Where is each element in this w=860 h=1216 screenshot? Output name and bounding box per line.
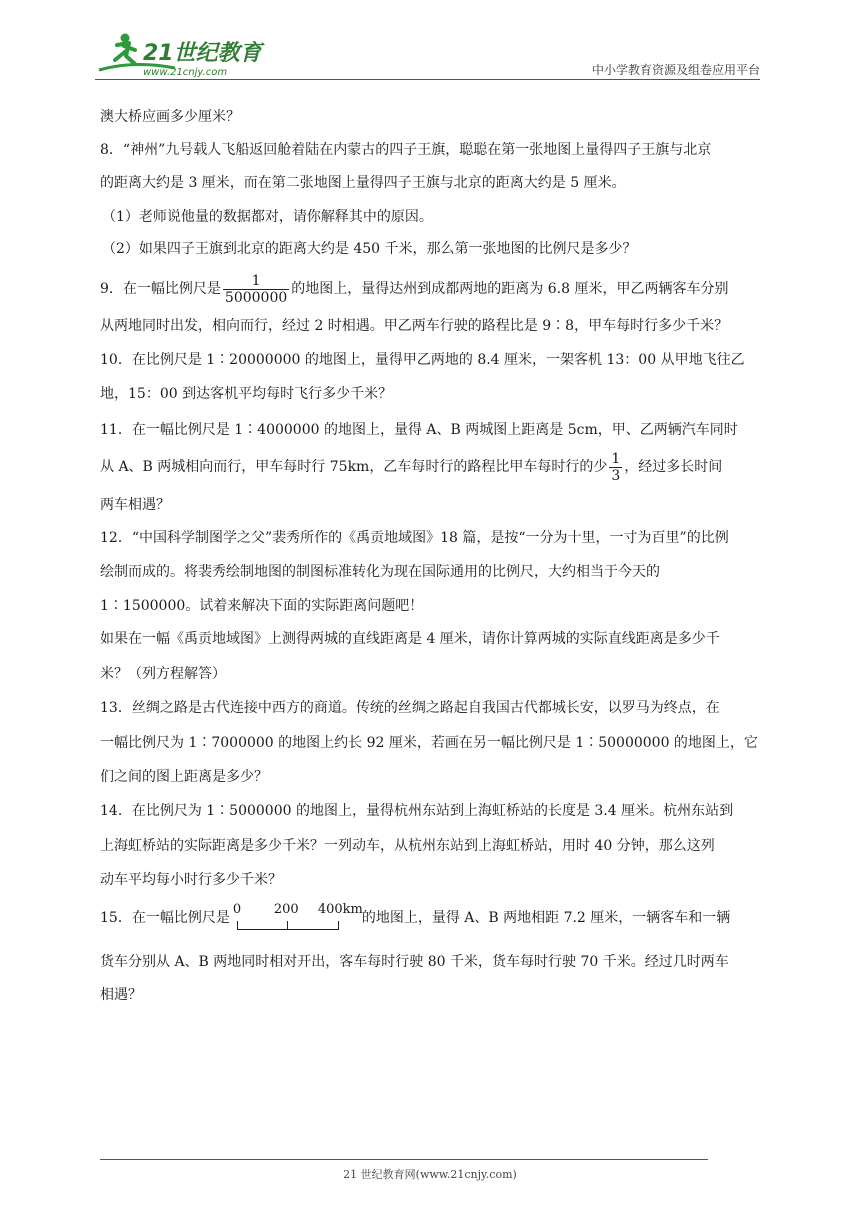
question-8-line: 的距离大约是 3 厘米，而在第二张地图上量得四子王旗与北京的距离大约是 5 厘米。 — [100, 175, 626, 191]
scale-bar-line — [237, 921, 339, 930]
question-9-text: 9．在一幅比例尺是 — [100, 281, 221, 297]
fraction-denominator: 3 — [611, 467, 621, 484]
question-9-line — [100, 272, 728, 306]
question-14-line: 动车平均每小时行多少千米？ — [100, 872, 282, 888]
question-12-line: 12．“中国科学制图学之父”裴秀所作的《禹贡地域图》18 篇，是按“一分为十里，一寸为百里”的比例 — [100, 530, 729, 546]
question-14-line: 上海虹桥站的实际距离是多少千米？一列动车，从杭州东站到上海虹桥站，用时 40 分钟，那么这列 — [100, 838, 715, 854]
footer-text: 21 世纪教育网(www.21cnjy.com) — [343, 1168, 517, 1181]
one-third-fraction — [609, 451, 622, 484]
question-15-line: 货车分别从 A、B 两地同时相对开出，客车每时行驶 80 千米，货车每时行驶 70 千米。经过几时两车 — [100, 954, 729, 970]
question-8-part-2: （2）如果四子王旗到北京的距离大约是 450 千米，那么第一张地图的比例尺是多少？ — [102, 241, 637, 257]
svg-text:21世纪教育: 21世纪教育 — [143, 41, 262, 66]
question-9-line: 从两地同时出发，相向而行，经过 2 时相遇。甲乙两车行驶的路程比是 9∶8，甲车每时行多少千米？ — [100, 318, 729, 334]
fraction-denominator: 5000000 — [224, 289, 288, 306]
question-11-line: 两车相遇？ — [100, 497, 170, 513]
footer-divider — [100, 1159, 708, 1160]
question-11-text: 从 A、B 两城相向而行，甲车每时行 75km，乙车每时行的路程比甲车每时行的少 — [100, 459, 608, 475]
fraction-numerator: 1 — [223, 273, 289, 290]
question-8-line: 8．“神州”九号载人飞船返回舱着陆在内蒙古的四子王旗，聪聪在第一张地图上量得四子王旗与北京 — [100, 142, 712, 158]
question-13-line: 们之间的图上距离是多少？ — [100, 769, 268, 785]
line-scale-bar — [232, 902, 363, 933]
svg-text:www.21cnjy.com: www.21cnjy.com — [143, 67, 228, 78]
question-11-text: ，经过多长时间 — [624, 459, 723, 475]
scale-tick-0: 0 — [232, 902, 242, 917]
question-9-text: 的地图上，量得达州到成都两地的距离为 6.8 厘米，甲乙两辆客车分别 — [291, 281, 729, 297]
question-15-text: 的地图上，量得 A、B 两地相距 7.2 厘米，一辆客车和一辆 — [361, 910, 731, 926]
question-11-line: 11．在一幅比例尺是 1∶4000000 的地图上，量得 A、B 两城图上距离是 5cm，甲、乙两辆汽车同时 — [100, 422, 738, 438]
text-line: 澳大桥应画多少厘米？ — [100, 109, 240, 125]
header-divider — [95, 79, 760, 80]
question-10-line: 地，15：00 到达客机平均每时飞行多少千米？ — [100, 386, 393, 402]
question-10-line: 10．在比例尺是 1∶20000000 的地图上，量得甲乙两地的 8.4 厘米，一架客机 13：00 从甲地飞往乙 — [100, 352, 745, 368]
platform-name: 中小学教育资源及组卷应用平台 — [591, 63, 760, 77]
question-15-line: 相遇？ — [100, 987, 142, 1003]
question-12-line: 米？（列方程解答） — [100, 666, 226, 682]
question-12-line: 如果在一幅《禹贡地域图》上测得两城的直线距离是 4 厘米，请你计算两城的实际直线距离是多少千 — [100, 631, 720, 647]
scale-tick-200: 200 — [273, 902, 299, 917]
question-12-line: 绘制而成的。将裴秀绘制地图的制图标准转化为现在国际通用的比例尺，大约相当于今天的 — [100, 564, 660, 580]
question-15-line — [100, 903, 730, 933]
scale-tick-400km: 400km — [317, 902, 363, 917]
fraction-numerator: 1 — [611, 450, 621, 467]
page-header — [95, 30, 760, 80]
scale-fraction — [223, 273, 289, 306]
question-13-line: 一幅比例尺为 1∶7000000 的地图上约长 92 厘米，若画在另一幅比例尺是 1∶50000000 的地图上，它 — [100, 735, 758, 751]
question-13-line: 13．丝绸之路是古代连接中西方的商道。传统的丝绸之路起自我国古代都城长安，以罗马为终点，在 — [100, 700, 720, 716]
question-12-line: 1∶1500000。试着来解决下面的实际距离问题吧！ — [100, 598, 424, 614]
scale-bar-midtick — [287, 921, 288, 929]
question-8-part-1: （1）老师说他量的数据都对，请你解释其中的原因。 — [102, 209, 433, 225]
question-11-line — [100, 450, 722, 484]
logo-21cnjy — [95, 30, 270, 78]
question-15-text: 15．在一幅比例尺是 — [100, 910, 230, 926]
question-14-line: 14．在比例尺为 1∶5000000 的地图上，量得杭州东站到上海虹桥站的长度是 3.4 厘米。杭州东站到 — [100, 803, 734, 819]
